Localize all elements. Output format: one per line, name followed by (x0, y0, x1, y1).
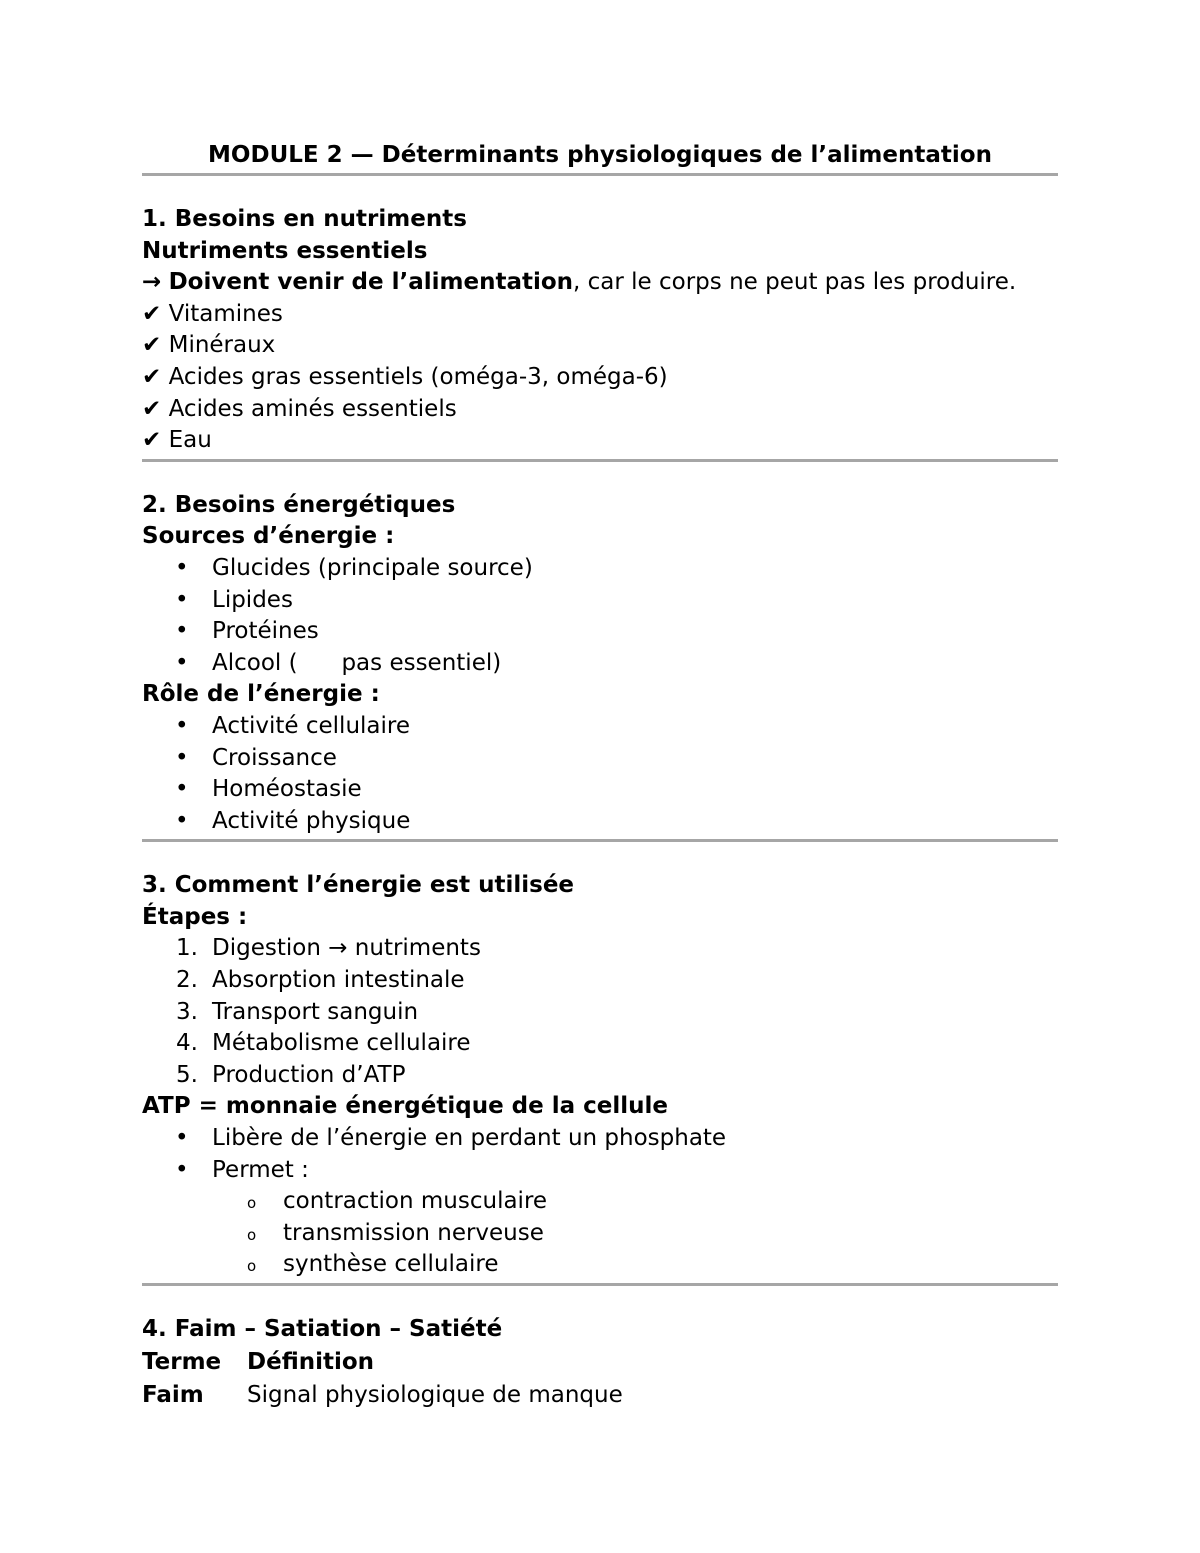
section3-heading: 3. Comment l’énergie est utilisée (142, 872, 575, 899)
check-item (142, 330, 1058, 362)
section1-intro-bold: Doivent venir de l’alimentation (168, 269, 574, 296)
check-item-text: Eau (168, 427, 212, 454)
arrow-icon: → (142, 269, 162, 296)
document-title: MODULE 2 — Déterminants physiologiques de l’alimentation (208, 142, 992, 168)
list-item: 5. Production d’ATP (176, 1061, 406, 1088)
table-cell-definition: Signal physiologique de manque (247, 1381, 623, 1408)
bullet-icon: • (175, 807, 189, 834)
section1-subheading: Nutriments essentiels (142, 237, 428, 264)
circle-bullet-icon: o (247, 1194, 257, 1213)
bullet-icon: • (175, 712, 189, 739)
section1-intro (142, 267, 1058, 299)
bullet-icon: • (175, 776, 189, 803)
section1-heading: 1. Besoins en nutriments (142, 206, 467, 232)
table-header-row (142, 1346, 1058, 1379)
sources-label: Sources d’énergie : (142, 523, 395, 550)
list-item: • Permet : (142, 1155, 1058, 1187)
table-row (142, 1379, 1058, 1412)
list-item: • Alcool ( pas essentiel) (142, 648, 1058, 680)
check-item (142, 299, 1058, 331)
list-item: • Protéines (142, 616, 1058, 648)
check-item-text: Minéraux (168, 332, 276, 359)
bullet-icon: • (175, 554, 189, 581)
check-icon: ✔ (142, 363, 162, 390)
list-item: • Libère de l’énergie en perdant un phosphate (142, 1123, 1058, 1155)
role-label: Rôle de l’énergie : (142, 681, 380, 708)
check-icon: ✔ (142, 300, 162, 327)
sub-list-item: o contraction musculaire (142, 1186, 1058, 1218)
sub-list-item: o synthèse cellulaire (142, 1249, 1058, 1281)
list-item: • Glucides (principale source) (142, 553, 1058, 585)
check-icon: ✔ (142, 395, 162, 422)
bullet-icon: • (175, 744, 189, 771)
atp-label: ATP = monnaie énergétique de la cellule (142, 1093, 669, 1120)
list-item: 3. Transport sanguin (176, 998, 419, 1025)
section2-heading: 2. Besoins énergétiques (142, 491, 456, 518)
check-item-text: Acides gras essentiels (oméga-3, oméga-6) (168, 363, 668, 390)
table-header-definition: Définition (247, 1348, 375, 1375)
sub-list-item: o transmission nerveuse (142, 1218, 1058, 1250)
list-item: • Lipides (142, 585, 1058, 617)
bullet-icon: • (175, 586, 189, 613)
section4-heading: 4. Faim – Satiation – Satiété (142, 1316, 503, 1342)
list-item: • Activité physique (142, 806, 1058, 838)
check-item (142, 425, 1058, 457)
check-item (142, 394, 1058, 426)
bullet-icon: • (175, 618, 189, 645)
list-item: 4. Métabolisme cellulaire (176, 1030, 471, 1057)
check-item-text: Acides aminés essentiels (168, 395, 457, 422)
check-item (142, 362, 1058, 394)
table-header-term: Terme (142, 1348, 222, 1375)
bullet-icon: • (175, 649, 189, 676)
list-item: • Croissance (142, 743, 1058, 775)
bullet-icon: • (175, 1125, 189, 1152)
bullet-icon: • (175, 1156, 189, 1183)
table-cell-term: Faim (142, 1381, 204, 1408)
check-icon: ✔ (142, 427, 162, 454)
list-item: • Homéostasie (142, 774, 1058, 806)
document-page (142, 140, 1058, 1412)
circle-bullet-icon: o (247, 1225, 257, 1244)
section1-intro-rest: , car le corps ne peut pas les produire. (573, 269, 1017, 296)
list-item: 1. Digestion → nutriments (176, 935, 481, 962)
check-icon: ✔ (142, 332, 162, 359)
circle-bullet-icon: o (247, 1257, 257, 1276)
list-item: 2. Absorption intestinale (176, 967, 465, 994)
check-item-text: Vitamines (168, 300, 283, 327)
steps-label: Étapes : (142, 903, 248, 930)
list-item: • Activité cellulaire (142, 711, 1058, 743)
